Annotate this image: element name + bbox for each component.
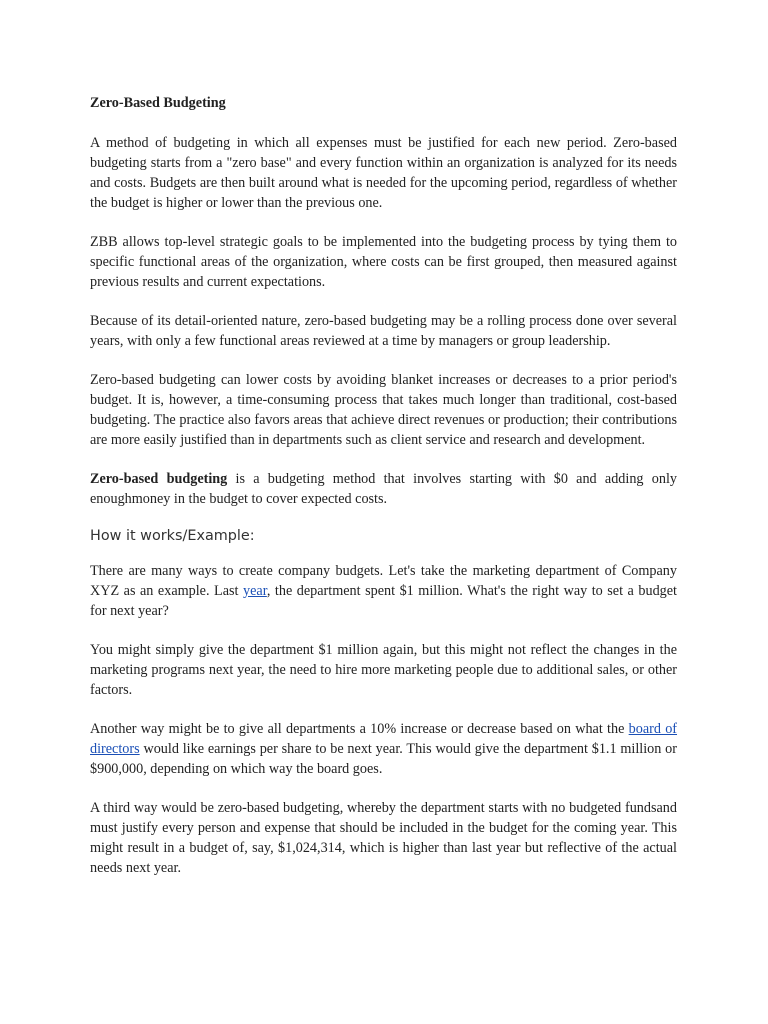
paragraph-zbb-goals: ZBB allows top-level strategic goals to be implemented into the budgeting process by tying them to specific functional areas of the organization, where costs can be first grouped, then measured against previous results and current expectations. [90, 234, 677, 290]
year-link[interactable]: year [243, 583, 267, 599]
paragraph-same-budget: You might simply give the department $1 million again, but this might not reflect the changes in the marketing programs next year, the need to hire more marketing people due to additional sales, or other factors. [90, 642, 677, 698]
paragraph-lower-costs: Zero-based budgeting can lower costs by avoiding blanket increases or decreases to a prior period's budget. It is, however, a time-consuming process that takes much longer than traditional, cost-based budgeting. The practice also favors areas that achieve direct revenues or production; their contributions are more easily justified than in departments such as client service and research and development. [90, 372, 677, 448]
paragraph-example-intro [90, 561, 677, 621]
paragraph-zero-based-way: A third way would be zero-based budgeting, whereby the department starts with no budgeted fundsand must justify every person and expense that should be included in the budget for the coming year. This might result in a budget of, say, $1,024,314, which is higher than last year but reflective of the actual needs next year. [90, 800, 677, 876]
percent-change-text-start: Another way might be to give all departments a 10% increase or decrease based on what the [90, 721, 629, 737]
example-intro-text-end: , the department spent $1 million. What's the right way to set a budget for next year? [90, 583, 677, 619]
document-title: Zero-Based Budgeting [90, 95, 226, 111]
paragraph-rolling-process: Because of its detail-oriented nature, zero-based budgeting may be a rolling process done over several years, with only a few functional areas reviewed at a time by managers or group leadership. [90, 313, 677, 349]
paragraph-definition: A method of budgeting in which all expenses must be justified for each new period. Zero-based budgeting starts from a "zero base" and every function within an organization is analyzed for its needs and costs. Budgets are then built around what is needed for the upcoming period, regardless of whether the budget is higher or lower than the previous one. [90, 135, 677, 211]
paragraph-percent-change [90, 719, 677, 779]
summary-text: is a budgeting method that involves starting with $0 and adding only enoughmoney in the budget to cover expected costs. [90, 471, 677, 507]
paragraph-summary [90, 469, 677, 509]
section-heading-how-it-works: How it works/Example: [90, 528, 255, 544]
summary-bold-term: Zero-based budgeting [90, 471, 228, 487]
document-page [90, 93, 677, 897]
board-of-directors-link[interactable]: board of directors [90, 721, 678, 757]
example-intro-text-start: There are many ways to create company budgets. Let's take the marketing department of Company XYZ as an example. Last [90, 563, 677, 599]
percent-change-text-end: would like earnings per share to be next year. This would give the department $1.1 million or $900,000, depending on which way the board goes. [90, 741, 677, 777]
